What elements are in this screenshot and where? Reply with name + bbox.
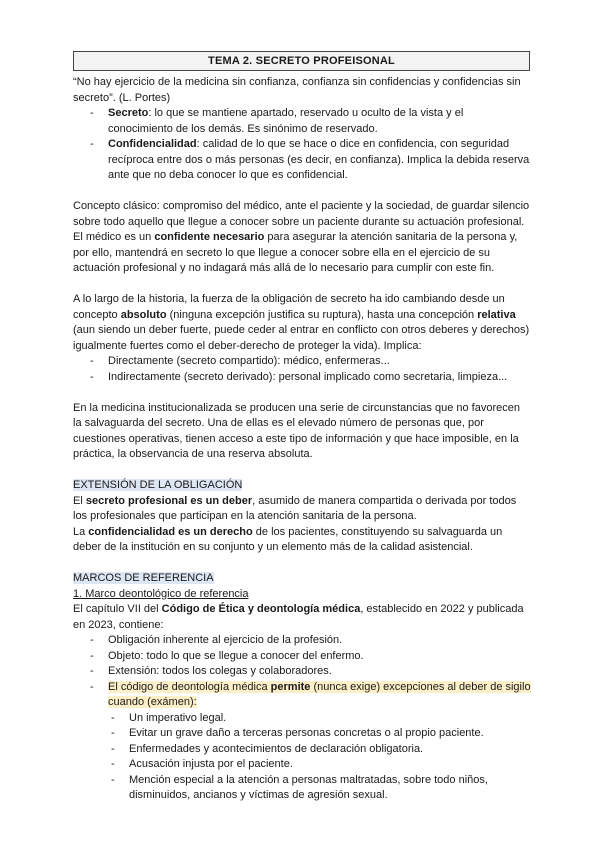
list-item: - Directamente (secreto compartido): médico, enfermeras... xyxy=(108,354,531,370)
secret-types-list xyxy=(73,354,531,385)
list-item: - Mención especial a la atención a personas maltratadas, sobre todo niños, disminuidos, ancianos y víctimas de agresión sexual. xyxy=(129,773,531,804)
list-item: - Indirectamente (secreto derivado): personal implicado como secretaria, limpieza... xyxy=(108,370,531,386)
list-item: - Enfermedades y acontecimientos de declaración obligatoria. xyxy=(129,742,531,758)
marcos-subheading: 1. Marco deontológico de referencia xyxy=(73,587,249,600)
list-item: - Objeto: todo lo que se llegue a conocer del enfermo. xyxy=(108,649,531,665)
institutional-paragraph: En la medicina institucionalizada se producen una serie de circunstancias que no favorecen la salvaguarda del secreto. Una de ellas es el elevado número de personas que, por cuestiones operativas, tienen acceso a este tipo de información y que hace imposible, en la práctica, la observancia de una reserva absoluta. xyxy=(73,401,520,460)
definitions-list xyxy=(73,106,531,184)
document-body xyxy=(73,75,531,804)
list-item: - Evitar un grave daño a terceras personas concretas o al propio paciente. xyxy=(129,726,531,742)
list-item: - Obligación inherente al ejercicio de la profesión. xyxy=(108,633,531,649)
quote: “No hay ejercicio de la medicina sin confianza, confianza sin confidencias y confidencias sin secreto”. (L. Portes) xyxy=(73,76,521,104)
marcos-heading: MARCOS DE REFERENCIA xyxy=(73,572,214,584)
page-title: TEMA 2. SECRETO PROFEISONAL xyxy=(73,51,530,71)
history-paragraph: A lo largo de la historia, la fuerza de la obligación de secreto ha ido cambiando desde un concepto absoluto (ninguna excepción justifica su ruptura), hasta una concepción relativa (aun siendo un deber fuerte, puede ceder al entrar en conflicto con otros deberes y derechos) igualmente fuertes como el deber-derecho de proteger la vida). Implica: xyxy=(73,293,530,352)
list-item: - Acusación injusta por el paciente. xyxy=(129,757,531,773)
list-item: - Extensión: todos los colegas y colaboradores. xyxy=(108,664,531,680)
list-item-highlighted: - El código de deontología médica permite (nunca exige) excepciones al deber de sigilo cuando (exámen): xyxy=(108,680,531,711)
list-item: - Un imperativo legal. xyxy=(129,711,531,727)
extension-paragraph-duty: El secreto profesional es un deber, asumido de manera compartida o derivada por todos los profesionales que participan en la atención sanitaria de la persona. xyxy=(73,494,517,522)
marcos-intro: El capítulo VII del Código de Ética y deontología médica, establecido en 2022 y publicada en 2023, contiene: xyxy=(73,603,524,631)
exceptions-list xyxy=(73,711,531,804)
list-item: - Secreto: lo que se mantiene apartado, reservado u oculto de la vista y el conocimiento de los demás. Es sinónimo de reservado. xyxy=(108,106,531,137)
classic-concept-paragraph: Concepto clásico: compromiso del médico, ante el paciente y la sociedad, de guardar silencio sobre todo aquello que llegue a conocer sobre un paciente durante su actuación profesional. El médico es un confidente necesario para asegurar la atención sanitaria de la persona y, por ello, mantendrá en secreto lo que llegue a conocer sobre ella en el ejercicio de su actuación profesional y no indagará más allá de lo necesario para cumplir con este fin. xyxy=(73,200,530,274)
extension-heading: EXTENSIÓN DE LA OBLIGACIÓN xyxy=(73,479,243,491)
list-item: - Confidencialidad: calidad de lo que se hace o dice en confidencia, con seguridad recíproca entre dos o más personas (es decir, en confianza). Implica la debida reserva ante que no deba conocer lo que es confidencial. xyxy=(108,137,531,184)
code-contents-list xyxy=(73,633,531,711)
extension-paragraph-right: La confidencialidad es un derecho de los pacientes, constituyendo su salvaguarda un deber de la institución en su conjunto y un elemento más de la calidad asistencial. xyxy=(73,525,503,553)
